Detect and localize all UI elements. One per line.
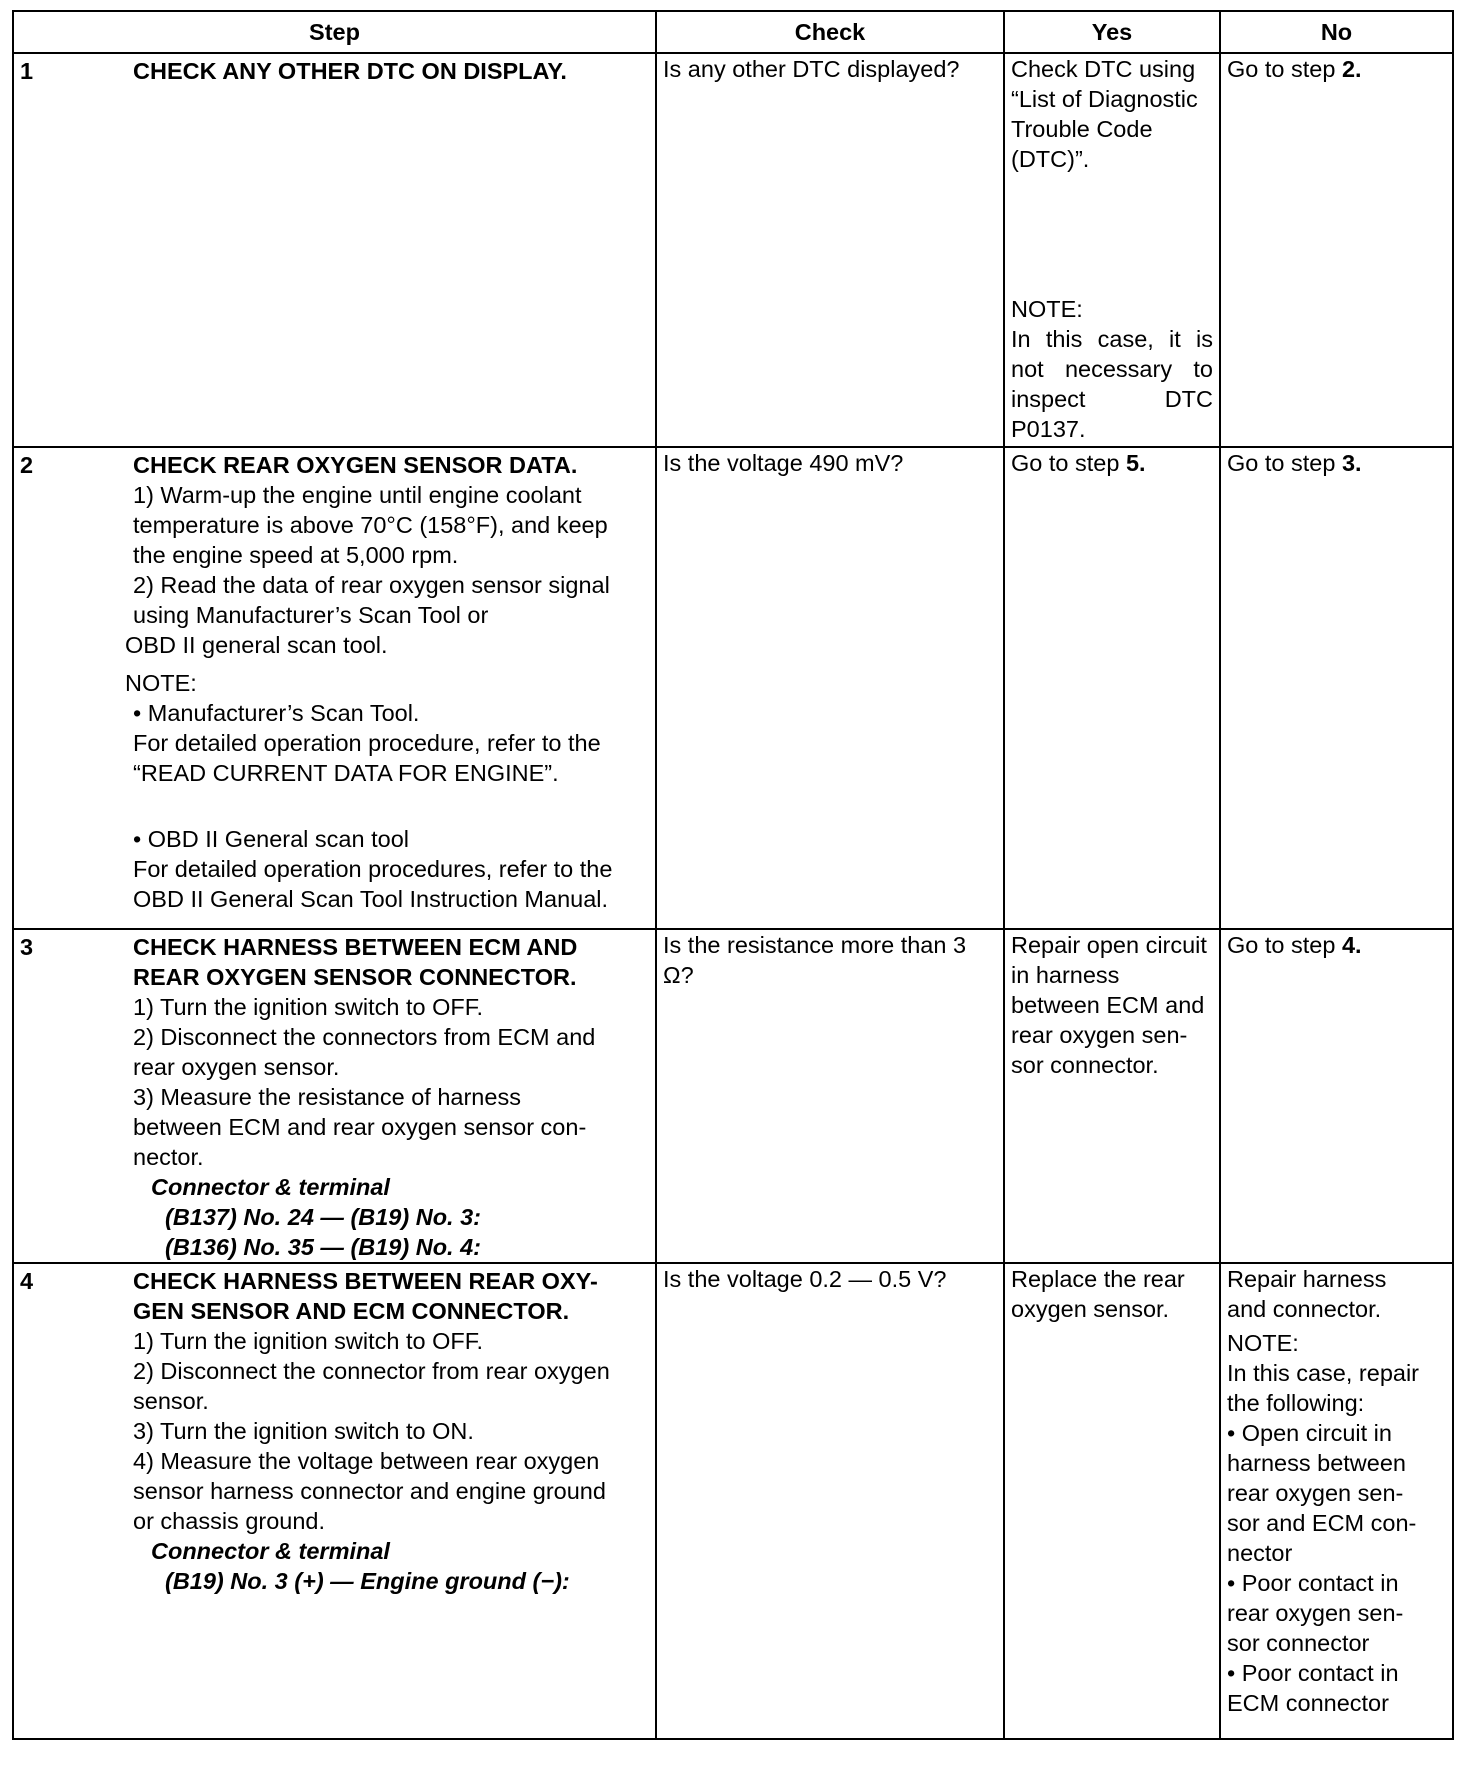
no-text: and connector.	[1227, 1296, 1382, 1322]
note-item: • OBD II General scan tool	[133, 826, 409, 852]
note-text: For detailed operation procedure, refer to the	[133, 730, 601, 756]
check-text: Ω?	[663, 962, 694, 988]
yes-note-text: In this case, it is	[1011, 326, 1213, 352]
yes-note-text: P0137.	[1011, 416, 1086, 442]
yes-text: Repair open circuit	[1011, 932, 1207, 958]
step-cell	[13, 929, 656, 1263]
yes-text: Replace the rear	[1011, 1266, 1185, 1292]
table-row	[13, 53, 1453, 447]
connector-terminal-value: (B19) No. 3 (+) — Engine ground (−):	[165, 1568, 570, 1594]
note-text: “READ CURRENT DATA FOR ENGINE”.	[133, 760, 559, 786]
step-number: 2	[20, 452, 34, 478]
no-note-text: rear oxygen sen-	[1227, 1480, 1404, 1506]
note-item: • Manufacturer’s Scan Tool.	[133, 700, 420, 726]
no-note-text: • Poor contact in	[1227, 1660, 1399, 1686]
step-instruction: 3) Measure the resistance of harness	[133, 1084, 521, 1110]
check-cell	[656, 53, 1004, 447]
step-number: 4	[20, 1268, 34, 1294]
no-step-target: 4.	[1341, 932, 1362, 958]
no-text: Repair harness	[1227, 1266, 1387, 1292]
yes-note-label: NOTE:	[1011, 296, 1083, 322]
step-title: REAR OXYGEN SENSOR CONNECTOR.	[133, 964, 577, 990]
check-text: Is the voltage 490 mV?	[663, 450, 904, 476]
no-prefix: Go to step	[1227, 56, 1342, 82]
check-cell	[656, 1263, 1004, 1739]
no-note-text: the following:	[1227, 1390, 1365, 1416]
yes-text: (DTC)”.	[1011, 146, 1090, 172]
step-number: 1	[20, 58, 34, 84]
table-row	[13, 447, 1453, 929]
no-note-text: • Poor contact in	[1227, 1570, 1399, 1596]
step-instruction: 2) Read the data of rear oxygen sensor signal	[133, 572, 610, 598]
note-text: OBD II General Scan Tool Instruction Manual.	[133, 886, 609, 912]
check-text: Is the voltage 0.2 — 0.5 V?	[663, 1266, 947, 1292]
step-instruction: rear oxygen sensor.	[133, 1054, 340, 1080]
yes-text: between ECM and	[1011, 992, 1205, 1018]
yes-prefix: Go to step	[1011, 450, 1126, 476]
no-cell	[1220, 447, 1453, 929]
yes-text: Trouble Code	[1011, 116, 1153, 142]
step-number: 3	[20, 934, 34, 960]
yes-cell	[1004, 1263, 1220, 1739]
step-instruction: 2) Disconnect the connectors from ECM and	[133, 1024, 596, 1050]
step-instruction: nector.	[133, 1144, 204, 1170]
no-note-text: ECM connector	[1227, 1690, 1389, 1716]
note-label: NOTE:	[125, 670, 197, 696]
diagnostic-table	[12, 10, 1454, 1740]
yes-text: rear oxygen sen-	[1011, 1022, 1188, 1048]
no-note-text: rear oxygen sen-	[1227, 1600, 1404, 1626]
no-note-text: sor and ECM con-	[1227, 1510, 1417, 1536]
no-cell	[1220, 53, 1453, 447]
step-instruction: sensor.	[133, 1388, 209, 1414]
check-text: Is any other DTC displayed?	[663, 56, 960, 82]
check-cell	[656, 929, 1004, 1263]
step-instruction: using Manufacturer’s Scan Tool or	[133, 602, 489, 628]
no-note-text: • Open circuit in	[1227, 1420, 1392, 1446]
step-cell	[13, 447, 656, 929]
step-cell	[13, 1263, 656, 1739]
check-text: Is the resistance more than 3	[663, 932, 967, 958]
connector-terminal-label: Connector & terminal	[151, 1174, 390, 1200]
step-title: CHECK ANY OTHER DTC ON DISPLAY.	[133, 58, 567, 84]
no-step-target: 2.	[1341, 56, 1362, 82]
step-instruction: 1) Turn the ignition switch to OFF.	[133, 1328, 484, 1354]
table-row	[13, 1263, 1453, 1739]
yes-note-text: not necessary to	[1011, 356, 1213, 382]
connector-terminal-value: (B137) No. 24 — (B19) No. 3:	[165, 1204, 482, 1230]
step-title: CHECK REAR OXYGEN SENSOR DATA.	[133, 452, 578, 478]
yes-text: “List of Diagnostic	[1011, 86, 1198, 112]
check-cell	[656, 447, 1004, 929]
step-instruction: 3) Turn the ignition switch to ON.	[133, 1418, 474, 1444]
no-note-text: nector	[1227, 1540, 1293, 1566]
step-instruction: 1) Warm-up the engine until engine coolant	[133, 482, 582, 508]
no-note-text: In this case, repair	[1227, 1360, 1420, 1386]
yes-step-target: 5.	[1125, 450, 1146, 476]
step-instruction: 2) Disconnect the connector from rear oxygen	[133, 1358, 610, 1384]
yes-note-text: inspect DTC	[1011, 386, 1213, 412]
step-instruction: 1) Turn the ignition switch to OFF.	[133, 994, 484, 1020]
step-instruction: 4) Measure the voltage between rear oxygen	[133, 1448, 600, 1474]
step-title: CHECK HARNESS BETWEEN REAR OXY-	[133, 1268, 598, 1294]
yes-cell	[1004, 53, 1220, 447]
yes-text: Check DTC using	[1011, 56, 1196, 82]
no-cell	[1220, 1263, 1453, 1739]
header-check: Check	[656, 11, 1004, 53]
yes-cell	[1004, 447, 1220, 929]
header-row	[13, 11, 1453, 53]
no-note-label: NOTE:	[1227, 1330, 1299, 1356]
no-cell	[1220, 929, 1453, 1263]
no-step-target: 3.	[1341, 450, 1362, 476]
no-note-text: harness between	[1227, 1450, 1406, 1476]
step-instruction: between ECM and rear oxygen sensor con-	[133, 1114, 587, 1140]
step-instruction: or chassis ground.	[133, 1508, 326, 1534]
step-instruction: the engine speed at 5,000 rpm.	[133, 542, 459, 568]
connector-terminal-value: (B136) No. 35 — (B19) No. 4:	[165, 1234, 482, 1260]
header-no: No	[1220, 11, 1453, 53]
step-instruction: sensor harness connector and engine ground	[133, 1478, 606, 1504]
yes-text: sor connector.	[1011, 1052, 1159, 1078]
header-step: Step	[13, 11, 656, 53]
yes-text: in harness	[1011, 962, 1120, 988]
header-yes: Yes	[1004, 11, 1220, 53]
table-row	[13, 929, 1453, 1263]
step-title: CHECK HARNESS BETWEEN ECM AND	[133, 934, 578, 960]
step-instruction: OBD II general scan tool.	[125, 632, 388, 658]
no-prefix: Go to step	[1227, 450, 1342, 476]
connector-terminal-label: Connector & terminal	[151, 1538, 390, 1564]
yes-cell	[1004, 929, 1220, 1263]
no-prefix: Go to step	[1227, 932, 1342, 958]
step-cell	[13, 53, 656, 447]
yes-text: oxygen sensor.	[1011, 1296, 1170, 1322]
no-note-text: sor connector	[1227, 1630, 1370, 1656]
step-title: GEN SENSOR AND ECM CONNECTOR.	[133, 1298, 570, 1324]
note-text: For detailed operation procedures, refer to the	[133, 856, 613, 882]
step-instruction: temperature is above 70°C (158°F), and keep	[133, 512, 608, 538]
